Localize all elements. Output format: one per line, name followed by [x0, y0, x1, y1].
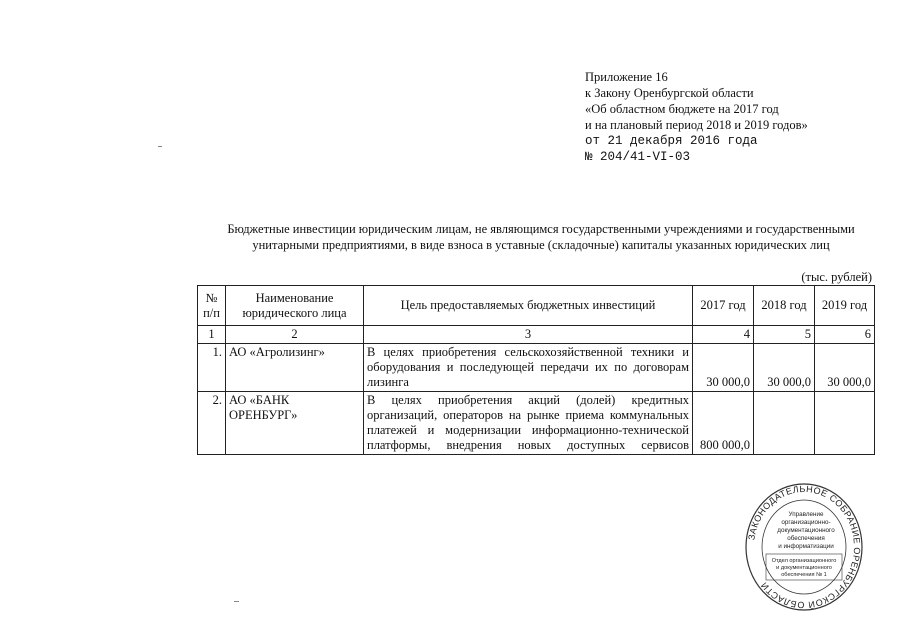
investments-table: [197, 285, 875, 455]
index-cell: 2: [226, 326, 364, 344]
row-2018: 30 000,0: [754, 344, 815, 392]
row-2017: 800 000,0: [693, 392, 754, 455]
table-row: [198, 344, 875, 392]
units-label: (тыс. рублей): [801, 270, 872, 284]
header-2017: 2017 год: [693, 286, 754, 326]
seal-line: документационного: [777, 527, 835, 534]
appendix-line: к Закону Оренбургской области: [585, 86, 754, 100]
row-purpose: В целях приобретения акций (долей) кредитных организаций, операторов на рынке приема коммунальных платежей и модернизации информационно-технической платформы, внедрения новых доступных сервисов: [364, 392, 693, 455]
appendix-line: Приложение 16: [585, 70, 668, 84]
seal-line: Управление: [788, 511, 824, 518]
official-seal-stamp: [744, 482, 864, 612]
document-heading: Бюджетные инвестиции юридическим лицам, не являющимся государственными учреждениями и государственными унитарными предприятиями, в виде взноса в уставные (складочные) капиталы указанных юридических лиц: [227, 222, 855, 252]
header-purpose: Цель предоставляемых бюджетных инвестиций: [364, 286, 693, 326]
seal-line: организационно-: [781, 519, 831, 526]
appendix-line: «Об областном бюджете на 2017 год: [585, 102, 779, 116]
scan-mark: [158, 146, 162, 147]
row-2018: [754, 392, 815, 455]
appendix-number: № 204/41-VI-03: [585, 150, 691, 164]
seal-ring-text: ЗАКОНОДАТЕЛЬНОЕ СОБРАНИЕ ОРЕНБУРГСКОЙ ОБЛАСТИ: [746, 483, 863, 611]
appendix-date: от 21 декабря 2016 года: [585, 134, 758, 148]
seal-line: и информатизации: [778, 543, 834, 550]
appendix-line: и на плановый период 2018 и 2019 годов»: [585, 118, 808, 132]
row-num: 2.: [198, 392, 226, 455]
seal-line: обеспечения: [787, 535, 825, 542]
index-cell: 6: [815, 326, 875, 344]
header-2018: 2018 год: [754, 286, 815, 326]
header-name: Наименование юридического лица: [226, 286, 364, 326]
row-2019: [815, 392, 875, 455]
header-2019: 2019 год: [815, 286, 875, 326]
table-index-row: [198, 326, 875, 344]
header-num: № п/п: [198, 286, 226, 326]
index-cell: 5: [754, 326, 815, 344]
index-cell: 1: [198, 326, 226, 344]
index-cell: 3: [364, 326, 693, 344]
seal-box-line: и документационного: [776, 565, 832, 571]
row-2019: 30 000,0: [815, 344, 875, 392]
appendix-block: [585, 69, 808, 165]
table-row: [198, 392, 875, 455]
scan-mark: [234, 601, 239, 602]
row-num: 1.: [198, 344, 226, 392]
row-2017: 30 000,0: [693, 344, 754, 392]
index-cell: 4: [693, 326, 754, 344]
row-name: АО «Агролизинг»: [226, 344, 364, 392]
row-name: АО «БАНК ОРЕНБУРГ»: [226, 392, 364, 455]
table-header-row: [198, 286, 875, 326]
seal-box-line: обеспечения № 1: [781, 572, 827, 578]
row-purpose: В целях приобретения сельскохозяйственной техники и оборудования и последующей передачи их по договорам лизинга: [364, 344, 693, 392]
seal-box-line: Отдел организационного: [771, 558, 837, 564]
